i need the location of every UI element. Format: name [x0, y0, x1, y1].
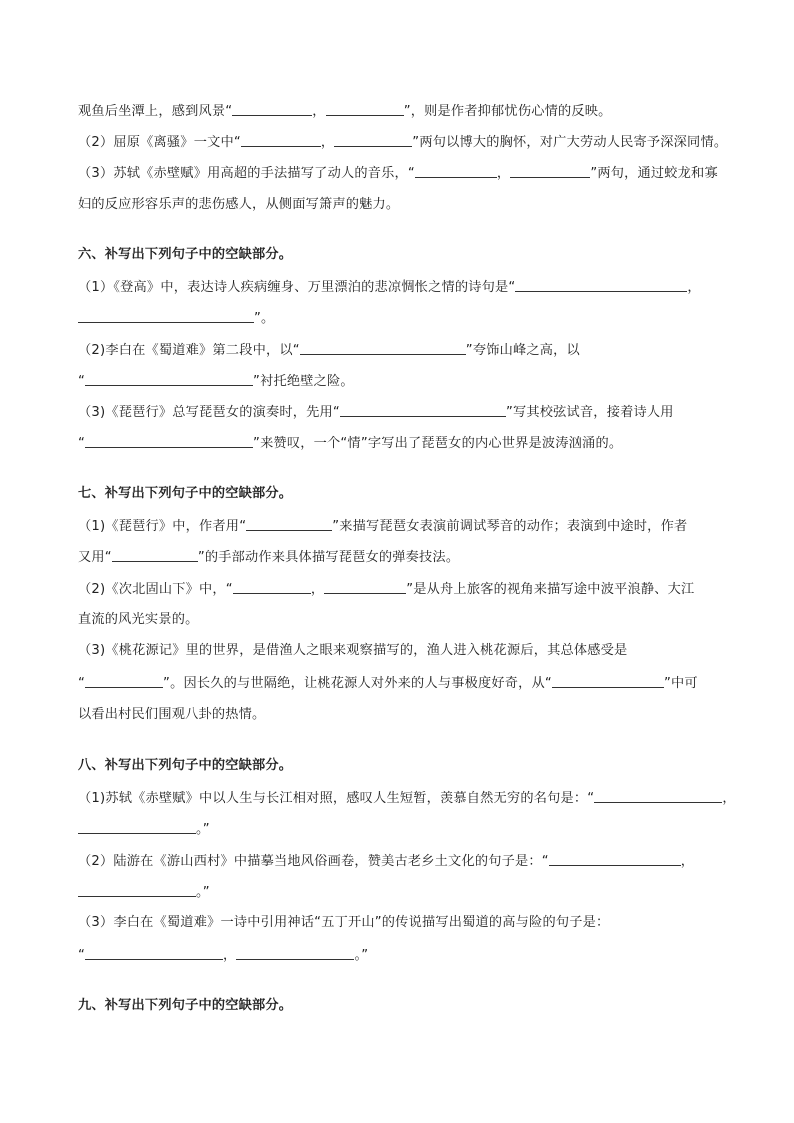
text: 。”: [196, 822, 210, 837]
s7-line-3: [78, 580, 694, 599]
answer-blank[interactable]: [552, 674, 664, 688]
text: 以看出村民们围观八卦的热情。: [78, 707, 266, 722]
s7-line-5: [78, 642, 627, 660]
text: ，: [496, 166, 511, 181]
text: 。”: [196, 885, 210, 900]
text: ，: [722, 791, 736, 806]
answer-blank[interactable]: [233, 580, 311, 594]
text: 九、补写出下列句子中的空缺部分。: [78, 998, 293, 1013]
answer-blank[interactable]: [85, 946, 223, 960]
text: ，: [680, 854, 695, 869]
text: ”。因长久的与世隔绝，让桃花源人对外来的人与事极度好奇，从“: [163, 676, 552, 691]
text: 六、补写出下列句子中的空缺部分。: [78, 247, 293, 262]
s6-line-4: [78, 372, 354, 391]
s8-line-6: [78, 946, 368, 965]
text: ”两句，通过蛟龙和寡: [590, 166, 718, 181]
text: （3)《琵琶行》总写琵琶女的演奏时，先用“: [78, 405, 340, 420]
answer-blank[interactable]: [246, 517, 332, 531]
section-7-title: [78, 485, 292, 503]
answer-blank[interactable]: [232, 102, 312, 116]
s7-line-6: [78, 674, 698, 693]
text: ”夸饰山峰之高，以: [465, 343, 580, 358]
text: ，: [312, 104, 326, 119]
text: （1)《琵琶行》中，作者用“: [78, 519, 247, 534]
s7-line-4: [78, 611, 199, 629]
answer-blank[interactable]: [112, 548, 198, 562]
s6-line-6: [78, 434, 622, 453]
answer-blank[interactable]: [85, 674, 163, 688]
s7-line-1: [78, 517, 687, 536]
answer-blank[interactable]: [241, 133, 321, 147]
answer-blank[interactable]: [85, 372, 253, 386]
s6-line-3: [78, 341, 580, 360]
text: （1)苏轼《赤壁赋》中以人生与长江相对照，感叹人生短暂，羡慕自然无穷的名句是：“: [78, 791, 595, 806]
text: “: [78, 676, 86, 691]
section-8-title: [78, 757, 292, 775]
s6-line-2: [78, 309, 274, 328]
s7-line-2: [78, 548, 459, 567]
text: ，: [223, 948, 237, 963]
text: ，: [310, 582, 325, 597]
answer-blank[interactable]: [515, 278, 687, 292]
answer-blank[interactable]: [326, 102, 404, 116]
text: ”来赞叹，一个“情”字写出了琵琶女的内心世界是波涛汹涌的。: [253, 436, 623, 451]
text: “: [78, 374, 86, 389]
s5-line-3: [78, 164, 718, 183]
text: 观鱼后坐潭上，感到风景“: [78, 104, 233, 119]
answer-blank[interactable]: [510, 164, 590, 178]
text: （3）李白在《蜀道难》一诗中引用神话“五丁开山”的传说描写出蜀道的高与险的句子是：: [78, 915, 610, 930]
text: ”衬托绝壁之险。: [253, 374, 354, 389]
answer-blank[interactable]: [78, 820, 196, 834]
text: 七、补写出下列句子中的空缺部分。: [78, 486, 293, 501]
text: 直流的风光实景的。: [78, 612, 199, 627]
answer-blank[interactable]: [85, 434, 253, 448]
answer-blank[interactable]: [324, 580, 406, 594]
text: （1）《登高》中，表达诗人疾病缠身、万里漂泊的悲凉惆怅之情的诗句是“: [78, 280, 516, 295]
text: ”写其校弦试音，接着诗人用: [505, 405, 674, 420]
s5-line-2: [78, 133, 727, 152]
answer-blank[interactable]: [334, 133, 412, 147]
s5-line-4: [78, 196, 399, 214]
s5-line-1: [78, 102, 612, 121]
answer-blank[interactable]: [236, 946, 354, 960]
text: ”。: [254, 311, 275, 326]
text: ”两句以博大的胸怀，对广大劳动人民寄予深深同情。: [412, 135, 728, 150]
text: ”来描写琵琶女表演前调试琴音的动作；表演到中途时，作者: [332, 519, 688, 534]
answer-blank[interactable]: [300, 341, 466, 355]
s8-line-1: [78, 789, 736, 808]
text: 又用“: [78, 550, 112, 565]
answer-blank[interactable]: [415, 164, 497, 178]
text: “: [78, 948, 86, 963]
s6-line-5: [78, 403, 674, 422]
answer-blank[interactable]: [549, 852, 681, 866]
text: ，: [320, 135, 335, 150]
text: （2)李白在《蜀道难》第二段中，以“: [78, 343, 300, 358]
s7-line-7: [78, 706, 265, 724]
text: 妇的反应形容乐声的悲伤感人，从侧面写箫声的魅力。: [78, 197, 400, 212]
text: ”的手部动作来具体描写琵琶女的弹奏技法。: [197, 550, 460, 565]
text: （2)《次北固山下》中，“: [78, 582, 233, 597]
s8-line-5: [78, 914, 609, 932]
section-9-title: [78, 997, 292, 1015]
text: ，: [687, 280, 701, 295]
answer-blank[interactable]: [78, 309, 254, 323]
text: ”是从舟上旅客的视角来描写途中波平浪静、大江: [406, 582, 695, 597]
text: ”，则是作者抑郁忧伤心情的反映。: [403, 104, 612, 119]
answer-blank[interactable]: [340, 403, 506, 417]
text: （3）苏轼《赤壁赋》用高超的手法描写了动人的音乐，“: [78, 166, 415, 181]
s8-line-2: [78, 820, 210, 839]
s6-line-1: [78, 278, 701, 297]
s8-line-3: [78, 852, 694, 871]
text: （3)《桃花源记》里的世界，是借渔人之眼来观察描写的，渔人进入桃花源后，其总体感受是: [78, 643, 628, 658]
answer-blank[interactable]: [78, 883, 196, 897]
text: 。”: [354, 948, 369, 963]
answer-blank[interactable]: [594, 789, 722, 803]
text: 八、补写出下列句子中的空缺部分。: [78, 758, 293, 773]
text: ”中可: [663, 676, 698, 691]
text: （2）屈原《离骚》一文中“: [78, 135, 241, 150]
s8-line-4: [78, 883, 210, 902]
section-6-title: [78, 246, 292, 264]
text: “: [78, 436, 86, 451]
text: （2）陆游在《游山西村》中描摹当地风俗画卷，赞美古老乡土文化的句子是：“: [78, 854, 549, 869]
